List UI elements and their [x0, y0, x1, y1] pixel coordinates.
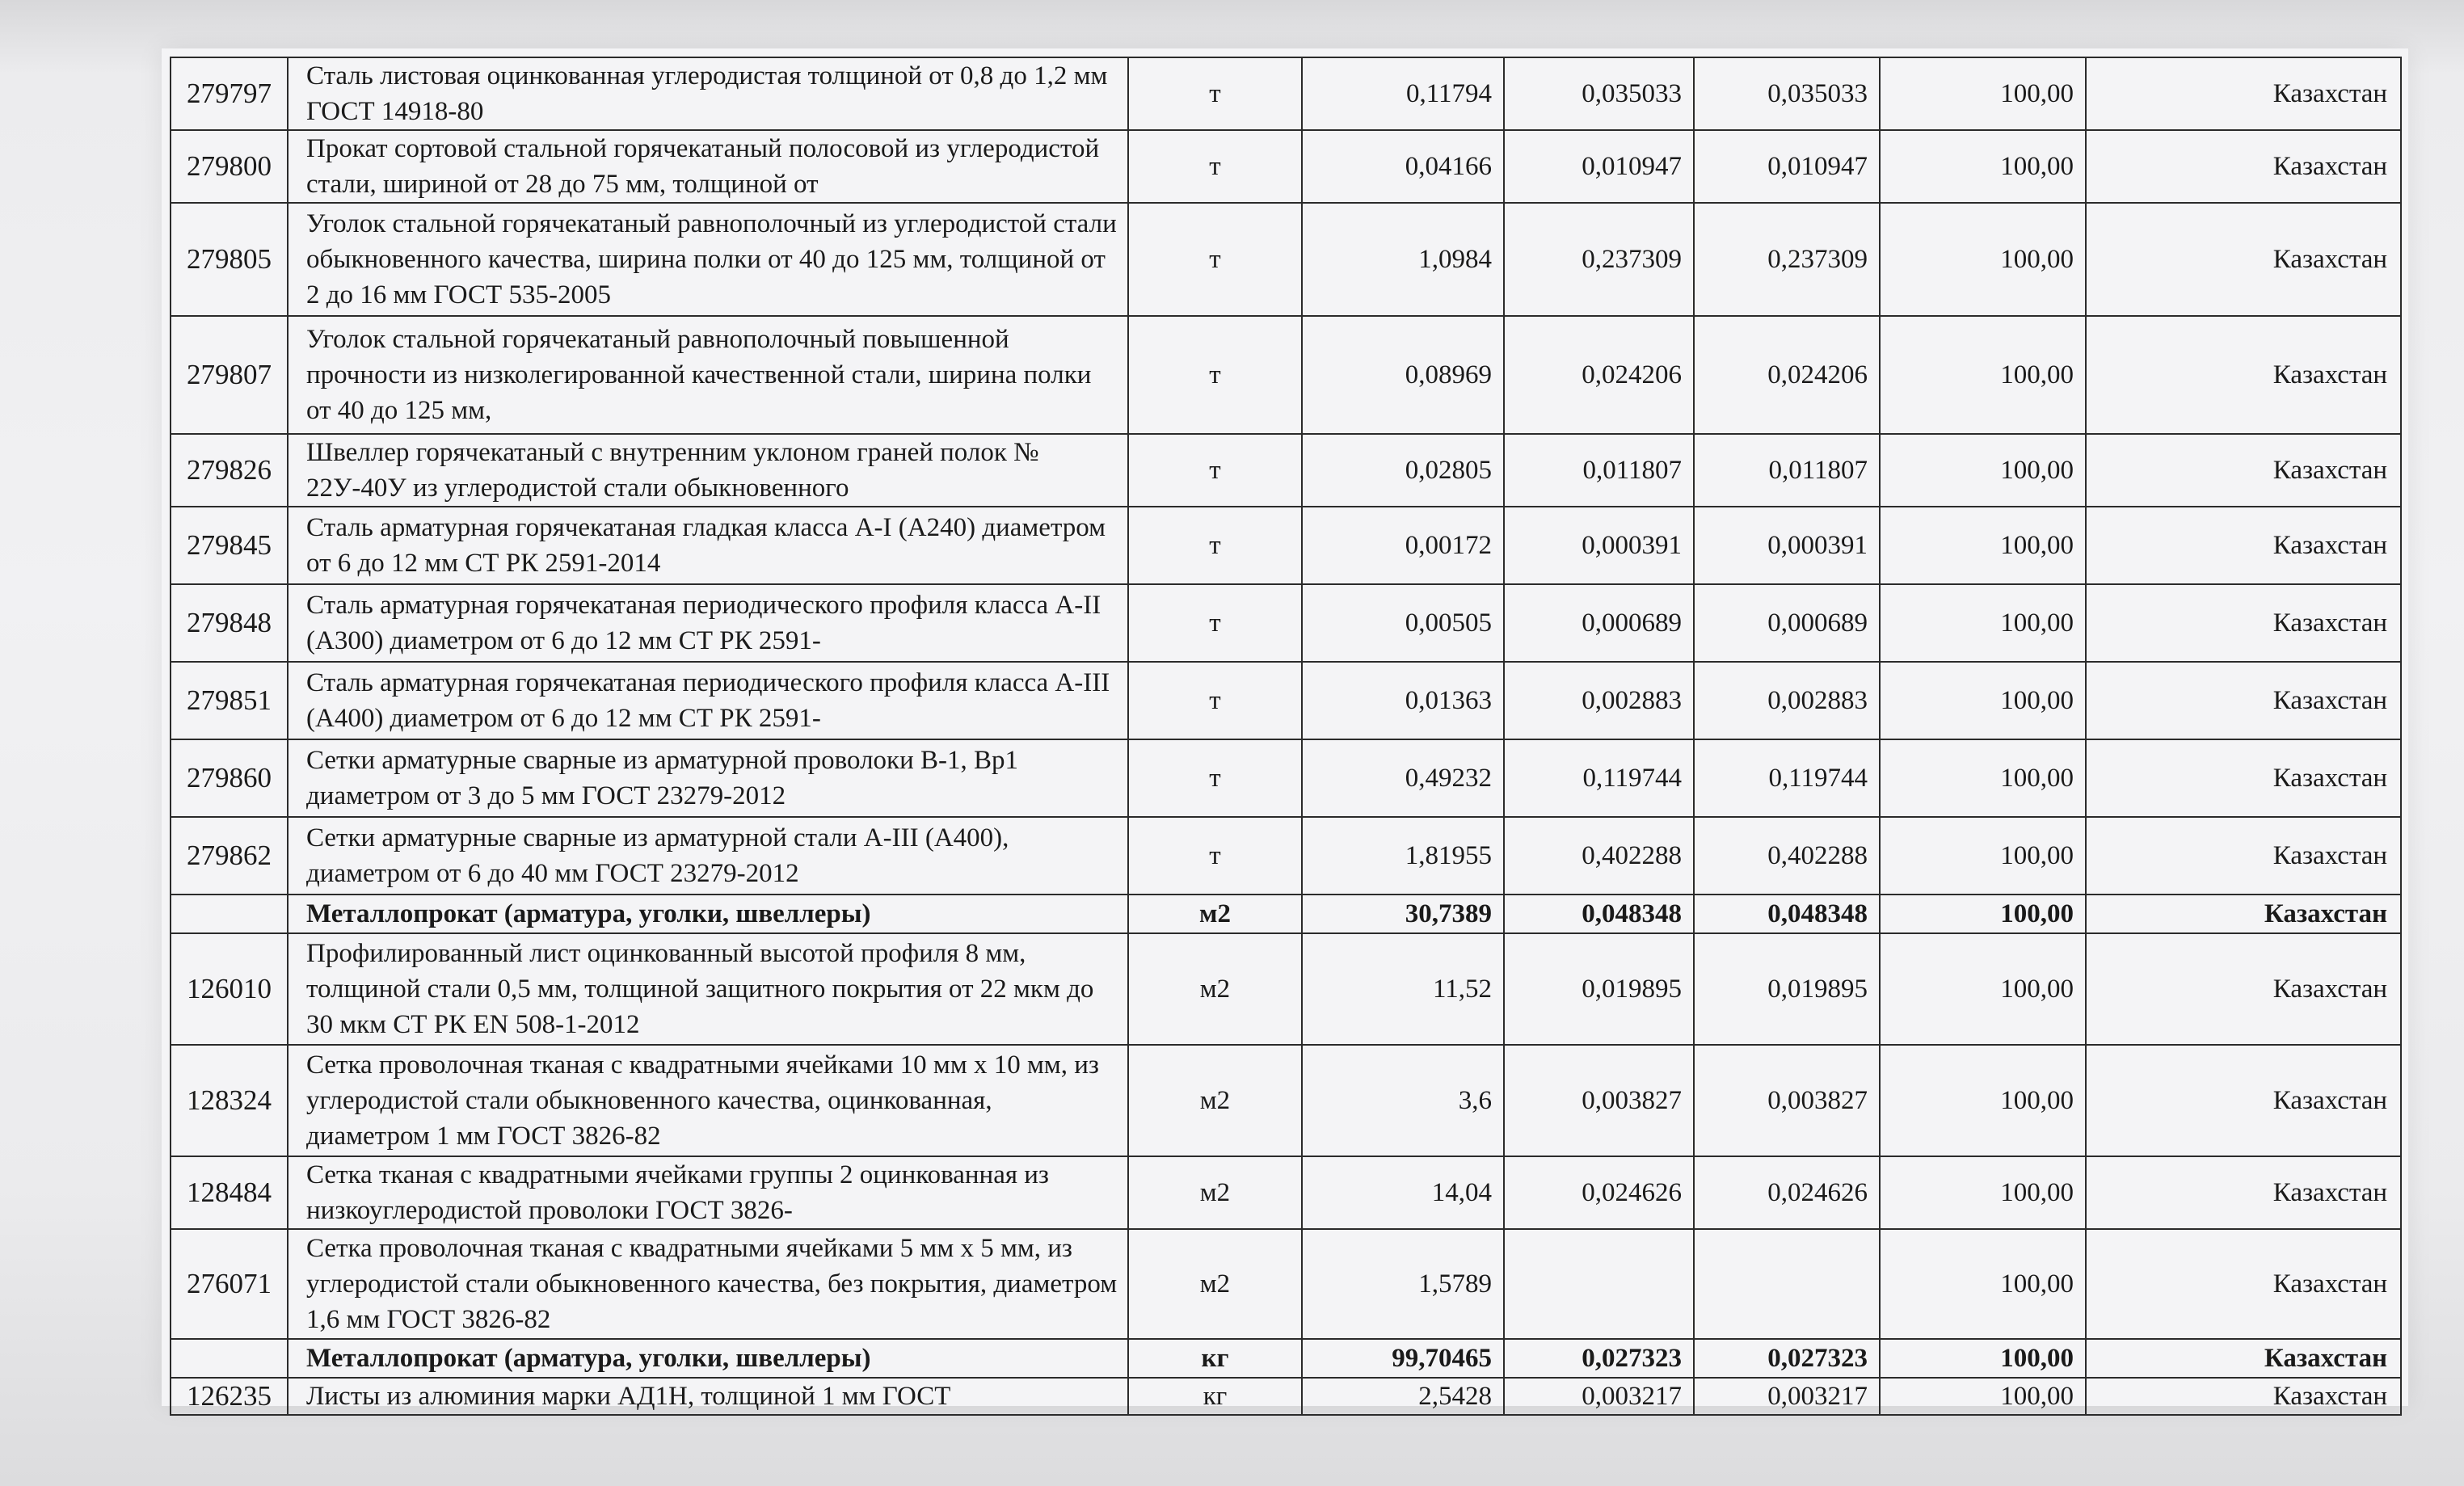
item-name-text: Профилированный лист оцинкованный высотой профиля 8 мм, толщиной стали 0,5 мм, толщиной защитного покрытия от 22 мкм до 30 мкм СТ РК EN 508-1-2012	[306, 939, 1094, 1039]
country-text: Казахстан	[2272, 764, 2387, 793]
quantity-text: 0,00505	[1405, 608, 1492, 638]
item-code-cell	[171, 933, 288, 1045]
unit-text: т	[1209, 79, 1221, 108]
item-name-cell	[288, 1156, 1128, 1229]
quantity-cell	[1302, 1229, 1504, 1339]
percent-cell	[1880, 817, 2086, 895]
group-row	[171, 1339, 2401, 1378]
quantity-text: 1,5789	[1418, 1269, 1492, 1299]
item-code-text: 128324	[187, 1084, 272, 1116]
item-code-cell	[171, 434, 288, 507]
item-code-text: 279862	[187, 840, 272, 871]
percent-cell	[1880, 203, 2086, 316]
unit-cell	[1128, 933, 1302, 1045]
percent-cell	[1880, 1045, 2086, 1156]
table-row	[171, 316, 2401, 434]
percent-cell	[1880, 662, 2086, 739]
value-col3-cell	[1694, 57, 1880, 130]
table-row	[171, 933, 2401, 1045]
percent-cell	[1880, 895, 2086, 933]
table-row	[171, 662, 2401, 739]
percent-cell	[1880, 434, 2086, 507]
unit-cell	[1128, 57, 1302, 130]
materials-table	[170, 57, 2402, 1416]
table-row	[171, 739, 2401, 817]
country-text: Казахстан	[2272, 1269, 2387, 1299]
quantity-text: 11,52	[1432, 975, 1492, 1004]
item-code-cell	[171, 57, 288, 130]
percent-text: 100,00	[2000, 1344, 2074, 1373]
percent-cell	[1880, 1229, 2086, 1339]
value-col3-text: 0,402288	[1767, 841, 1868, 870]
item-name-text: Сталь арматурная горячекатаная периодического профиля класса А-II (А300) диаметром от 6 до 12 мм СТ РК 2591-	[306, 591, 1101, 655]
item-code-cell	[171, 203, 288, 316]
value-col3-text: 0,000689	[1767, 608, 1868, 638]
value-col2-cell	[1504, 1339, 1694, 1378]
value-col2-text: 0,003217	[1582, 1382, 1682, 1411]
group-row	[171, 895, 2401, 933]
item-code-text: 276071	[187, 1268, 272, 1299]
country-cell	[2086, 817, 2401, 895]
item-name-cell	[288, 57, 1128, 130]
item-name-cell	[288, 584, 1128, 662]
percent-text: 100,00	[2000, 245, 2074, 274]
unit-text: т	[1209, 686, 1221, 715]
value-col2-cell	[1504, 895, 1694, 933]
percent-text: 100,00	[2000, 1086, 2074, 1115]
quantity-text: 99,70465	[1392, 1344, 1492, 1373]
value-col2-text: 0,119744	[1582, 764, 1682, 793]
unit-cell	[1128, 1045, 1302, 1156]
country-cell	[2086, 1339, 2401, 1378]
item-code-text: 126235	[187, 1380, 272, 1412]
table-row	[171, 130, 2401, 203]
country-text: Казахстан	[2272, 360, 2387, 389]
value-col3-cell	[1694, 1045, 1880, 1156]
value-col3-cell	[1694, 316, 1880, 434]
item-code-cell	[171, 1156, 288, 1229]
quantity-text: 0,01363	[1405, 686, 1492, 715]
value-col2-text: 0,024626	[1582, 1178, 1682, 1207]
unit-text: т	[1209, 456, 1221, 485]
item-code-text: 279851	[187, 684, 272, 716]
unit-cell	[1128, 817, 1302, 895]
country-cell	[2086, 316, 2401, 434]
item-code-cell	[171, 1229, 288, 1339]
value-col2-text: 0,019895	[1582, 975, 1682, 1004]
item-code-cell	[171, 130, 288, 203]
item-code-cell	[171, 316, 288, 434]
item-code-text: 279805	[187, 243, 272, 275]
value-col2-cell	[1504, 434, 1694, 507]
quantity-cell	[1302, 507, 1504, 584]
unit-text: м2	[1199, 1178, 1231, 1207]
table-row	[171, 1045, 2401, 1156]
quantity-cell	[1302, 434, 1504, 507]
country-cell	[2086, 434, 2401, 507]
quantity-cell	[1302, 316, 1504, 434]
country-text: Казахстан	[2272, 79, 2387, 108]
item-name-text: Уголок стальной горячекатаный равнополочный из углеродистой стали обыкновенного качества, ширина полки от 40 до 125 мм, толщиной от 2 до 16 мм ГОСТ 535-2005	[306, 209, 1117, 309]
table-row	[171, 1156, 2401, 1229]
percent-cell	[1880, 933, 2086, 1045]
item-name-text: Листы из алюминия марки АД1Н, толщиной 1 мм ГОСТ	[306, 1382, 951, 1411]
country-text: Казахстан	[2272, 245, 2387, 274]
percent-cell	[1880, 316, 2086, 434]
unit-cell	[1128, 662, 1302, 739]
unit-text: м2	[1199, 975, 1231, 1004]
unit-cell	[1128, 1229, 1302, 1339]
unit-cell	[1128, 1156, 1302, 1229]
quantity-text: 0,00172	[1405, 531, 1492, 560]
percent-cell	[1880, 1378, 2086, 1415]
value-col2-cell	[1504, 57, 1694, 130]
unit-cell	[1128, 130, 1302, 203]
item-code-cell	[171, 739, 288, 817]
value-col3-cell	[1694, 1156, 1880, 1229]
item-name-text: Сталь арматурная горячекатаная гладкая класса А-I (А240) диаметром от 6 до 12 мм СТ РК 2591-2014	[306, 513, 1106, 578]
value-col3-cell	[1694, 434, 1880, 507]
value-col3-text: 0,003217	[1767, 1382, 1868, 1411]
percent-text: 100,00	[2000, 899, 2074, 928]
item-name-text: Уголок стальной горячекатаный равнополочный повышенной прочности из низколегированной качественной стали, ширина полки от 40 до 125 мм,	[306, 325, 1092, 425]
quantity-cell	[1302, 895, 1504, 933]
item-code-cell	[171, 662, 288, 739]
unit-cell	[1128, 316, 1302, 434]
country-cell	[2086, 57, 2401, 130]
unit-cell	[1128, 203, 1302, 316]
country-text: Казахстан	[2272, 1382, 2387, 1411]
value-col3-cell	[1694, 662, 1880, 739]
value-col2-cell	[1504, 1156, 1694, 1229]
percent-text: 100,00	[2000, 456, 2074, 485]
percent-text: 100,00	[2000, 79, 2074, 108]
percent-cell	[1880, 130, 2086, 203]
quantity-cell	[1302, 662, 1504, 739]
value-col3-cell	[1694, 203, 1880, 316]
value-col2-text: 0,011807	[1582, 456, 1682, 485]
value-col2-cell	[1504, 817, 1694, 895]
value-col3-text: 0,035033	[1767, 79, 1868, 108]
country-cell	[2086, 507, 2401, 584]
item-code-text: 279826	[187, 454, 272, 486]
item-name-cell	[288, 1339, 1128, 1378]
country-cell	[2086, 895, 2401, 933]
unit-text: м2	[1199, 1269, 1231, 1299]
percent-text: 100,00	[2000, 1178, 2074, 1207]
item-name-cell	[288, 1378, 1128, 1415]
item-code-text: 279797	[187, 78, 272, 109]
value-col2-cell	[1504, 507, 1694, 584]
item-code-text: 126010	[187, 973, 272, 1004]
quantity-text: 0,49232	[1405, 764, 1492, 793]
value-col3-cell	[1694, 130, 1880, 203]
country-text: Казахстан	[2272, 1086, 2387, 1115]
value-col2-text: 0,003827	[1582, 1086, 1682, 1115]
item-name-text: Металлопрокат (арматура, уголки, швеллеры)	[306, 899, 871, 928]
quantity-cell	[1302, 817, 1504, 895]
value-col3-text: 0,000391	[1767, 531, 1868, 560]
table-row	[171, 584, 2401, 662]
percent-text: 100,00	[2000, 975, 2074, 1004]
value-col2-cell	[1504, 130, 1694, 203]
country-cell	[2086, 1045, 2401, 1156]
value-col3-cell	[1694, 933, 1880, 1045]
item-name-text: Швеллер горячекатаный с внутренним уклоном граней полок № 22У-40У из углеродистой стали обыкновенного	[306, 438, 1039, 503]
quantity-cell	[1302, 203, 1504, 316]
country-text: Казахстан	[2272, 456, 2387, 485]
value-col2-cell	[1504, 739, 1694, 817]
percent-text: 100,00	[2000, 1382, 2074, 1411]
item-name-cell	[288, 933, 1128, 1045]
item-name-cell	[288, 316, 1128, 434]
value-col2-text: 0,010947	[1582, 152, 1682, 181]
unit-text: кг	[1203, 1382, 1228, 1411]
quantity-text: 2,5428	[1418, 1382, 1492, 1411]
value-col3-cell	[1694, 584, 1880, 662]
value-col2-cell	[1504, 662, 1694, 739]
quantity-cell	[1302, 933, 1504, 1045]
table-row	[171, 1229, 2401, 1339]
item-name-text: Прокат сортовой стальной горячекатаный полосовой из углеродистой стали, шириной от 28 до 75 мм, толщиной от	[306, 134, 1100, 199]
value-col3-cell	[1694, 507, 1880, 584]
country-text: Казахстан	[2264, 1344, 2387, 1373]
item-code-text: 128484	[187, 1177, 272, 1208]
quantity-cell	[1302, 130, 1504, 203]
value-col2-text: 0,035033	[1582, 79, 1682, 108]
unit-text: т	[1209, 764, 1221, 793]
value-col3-text: 0,019895	[1767, 975, 1868, 1004]
quantity-text: 0,08969	[1405, 360, 1492, 389]
quantity-text: 0,02805	[1405, 456, 1492, 485]
country-cell	[2086, 1156, 2401, 1229]
country-text: Казахстан	[2272, 608, 2387, 638]
value-col2-text: 0,024206	[1582, 360, 1682, 389]
value-col3-cell	[1694, 1229, 1880, 1339]
percent-text: 100,00	[2000, 686, 2074, 715]
value-col2-text: 0,002883	[1582, 686, 1682, 715]
quantity-text: 3,6	[1458, 1086, 1492, 1115]
item-name-cell	[288, 1229, 1128, 1339]
unit-cell	[1128, 1339, 1302, 1378]
percent-text: 100,00	[2000, 841, 2074, 870]
quantity-text: 0,04166	[1405, 152, 1492, 181]
item-name-cell	[288, 130, 1128, 203]
country-cell	[2086, 739, 2401, 817]
item-name-cell	[288, 507, 1128, 584]
item-name-cell	[288, 203, 1128, 316]
country-cell	[2086, 933, 2401, 1045]
value-col3-text: 0,119744	[1768, 764, 1868, 793]
unit-text: м2	[1199, 899, 1231, 928]
item-code-cell	[171, 584, 288, 662]
value-col3-text: 0,010947	[1767, 152, 1868, 181]
unit-text: т	[1209, 608, 1221, 638]
percent-cell	[1880, 584, 2086, 662]
country-cell	[2086, 1378, 2401, 1415]
country-text: Казахстан	[2272, 531, 2387, 560]
unit-text: т	[1209, 360, 1221, 389]
country-cell	[2086, 584, 2401, 662]
quantity-text: 1,0984	[1418, 245, 1492, 274]
value-col3-cell	[1694, 1378, 1880, 1415]
country-text: Казахстан	[2272, 1178, 2387, 1207]
value-col2-cell	[1504, 203, 1694, 316]
item-code-text: 279807	[187, 359, 272, 390]
value-col2-cell	[1504, 1229, 1694, 1339]
item-name-text: Сетка проволочная тканая с квадратными ячейками 5 мм х 5 мм, из углеродистой стали обыкновенного качества, без покрытия, диаметром 1,6 мм ГОСТ 3826-82	[306, 1234, 1118, 1334]
percent-text: 100,00	[2000, 531, 2074, 560]
country-cell	[2086, 662, 2401, 739]
value-col3-cell	[1694, 1339, 1880, 1378]
item-code-cell	[171, 1378, 288, 1415]
country-text: Казахстан	[2272, 841, 2387, 870]
value-col3-text: 0,003827	[1767, 1086, 1868, 1115]
value-col2-text: 0,027323	[1582, 1344, 1682, 1373]
percent-cell	[1880, 507, 2086, 584]
item-name-cell	[288, 817, 1128, 895]
quantity-cell	[1302, 1378, 1504, 1415]
unit-cell	[1128, 739, 1302, 817]
item-name-text: Металлопрокат (арматура, уголки, швеллеры)	[306, 1344, 871, 1373]
quantity-text: 14,04	[1431, 1178, 1492, 1207]
country-text: Казахстан	[2272, 686, 2387, 715]
percent-cell	[1880, 739, 2086, 817]
quantity-text: 0,11794	[1405, 79, 1492, 108]
item-code-text: 279800	[187, 150, 272, 182]
value-col2-text: 0,402288	[1582, 841, 1682, 870]
value-col2-cell	[1504, 1378, 1694, 1415]
value-col2-text: 0,000391	[1582, 531, 1682, 560]
quantity-cell	[1302, 1045, 1504, 1156]
item-code-text: 279860	[187, 762, 272, 794]
quantity-cell	[1302, 1156, 1504, 1229]
item-name-text: Сетка проволочная тканая с квадратными ячейками 10 мм х 10 мм, из углеродистой стали обыкновенного качества, оцинкованная, диаметром 1 мм ГОСТ 3826-82	[306, 1050, 1099, 1151]
table-row	[171, 57, 2401, 130]
unit-text: т	[1209, 152, 1221, 181]
value-col3-text: 0,002883	[1767, 686, 1868, 715]
value-col3-text: 0,024206	[1767, 360, 1868, 389]
percent-cell	[1880, 1156, 2086, 1229]
country-cell	[2086, 203, 2401, 316]
table-row	[171, 203, 2401, 316]
table-row	[171, 1378, 2401, 1415]
value-col2-text: 0,048348	[1582, 899, 1682, 928]
quantity-cell	[1302, 1339, 1504, 1378]
unit-cell	[1128, 507, 1302, 584]
country-text: Казахстан	[2272, 975, 2387, 1004]
quantity-text: 1,81955	[1405, 841, 1492, 870]
percent-text: 100,00	[2000, 764, 2074, 793]
table-row	[171, 434, 2401, 507]
item-name-cell	[288, 895, 1128, 933]
table-row	[171, 507, 2401, 584]
percent-text: 100,00	[2000, 152, 2074, 181]
unit-text: т	[1209, 841, 1221, 870]
value-col2-cell	[1504, 933, 1694, 1045]
percent-text: 100,00	[2000, 608, 2074, 638]
value-col2-cell	[1504, 316, 1694, 434]
materials-table-wrapper	[170, 57, 2400, 1416]
value-col3-text: 0,048348	[1767, 899, 1868, 928]
value-col2-cell	[1504, 1045, 1694, 1156]
value-col3-text: 0,011807	[1768, 456, 1868, 485]
value-col3-cell	[1694, 895, 1880, 933]
item-name-text: Сетка тканая с квадратными ячейками группы 2 оцинкованная из низкоуглеродистой проволоки ГОСТ 3826-	[306, 1160, 1049, 1225]
unit-text: т	[1209, 245, 1221, 274]
value-col3-cell	[1694, 739, 1880, 817]
country-cell	[2086, 1229, 2401, 1339]
table-row	[171, 817, 2401, 895]
unit-cell	[1128, 584, 1302, 662]
item-name-text: Сталь листовая оцинкованная углеродистая толщиной от 0,8 до 1,2 мм ГОСТ 14918-80	[306, 61, 1108, 126]
percent-text: 100,00	[2000, 1269, 2074, 1299]
item-name-text: Сетки арматурные сварные из арматурной стали А-III (А400), диаметром от 6 до 40 мм ГОСТ 23279-2012	[306, 823, 1009, 888]
value-col3-cell	[1694, 817, 1880, 895]
item-code-cell	[171, 1045, 288, 1156]
percent-cell	[1880, 57, 2086, 130]
item-code-cell	[171, 507, 288, 584]
percent-text: 100,00	[2000, 360, 2074, 389]
item-name-cell	[288, 1045, 1128, 1156]
value-col2-cell	[1504, 584, 1694, 662]
value-col3-text: 0,237309	[1767, 245, 1868, 274]
country-text: Казахстан	[2272, 152, 2387, 181]
unit-text: м2	[1199, 1086, 1231, 1115]
table-body	[171, 57, 2401, 1415]
item-name-text: Сталь арматурная горячекатаная периодического профиля класса А-III (А400) диаметром от 6 до 12 мм СТ РК 2591-	[306, 668, 1110, 733]
value-col3-text: 0,027323	[1767, 1344, 1868, 1373]
item-name-cell	[288, 739, 1128, 817]
item-code-text: 279845	[187, 529, 272, 561]
unit-cell	[1128, 1378, 1302, 1415]
unit-cell	[1128, 434, 1302, 507]
country-cell	[2086, 130, 2401, 203]
quantity-cell	[1302, 584, 1504, 662]
item-name-cell	[288, 662, 1128, 739]
value-col3-text: 0,024626	[1767, 1178, 1868, 1207]
unit-text: кг	[1201, 1344, 1229, 1373]
unit-cell	[1128, 895, 1302, 933]
value-col2-text: 0,000689	[1582, 608, 1682, 638]
quantity-cell	[1302, 739, 1504, 817]
item-code-cell	[171, 895, 288, 933]
item-name-cell	[288, 434, 1128, 507]
quantity-cell	[1302, 57, 1504, 130]
percent-cell	[1880, 1339, 2086, 1378]
unit-text: т	[1209, 531, 1221, 560]
country-text: Казахстан	[2264, 899, 2387, 928]
item-code-cell	[171, 1339, 288, 1378]
quantity-text: 30,7389	[1405, 899, 1492, 928]
item-name-text: Сетки арматурные сварные из арматурной проволоки В-1, Вр1 диаметром от 3 до 5 мм ГОСТ 23279-2012	[306, 746, 1019, 810]
value-col2-text: 0,237309	[1582, 245, 1682, 274]
item-code-text: 279848	[187, 607, 272, 638]
item-code-cell	[171, 817, 288, 895]
